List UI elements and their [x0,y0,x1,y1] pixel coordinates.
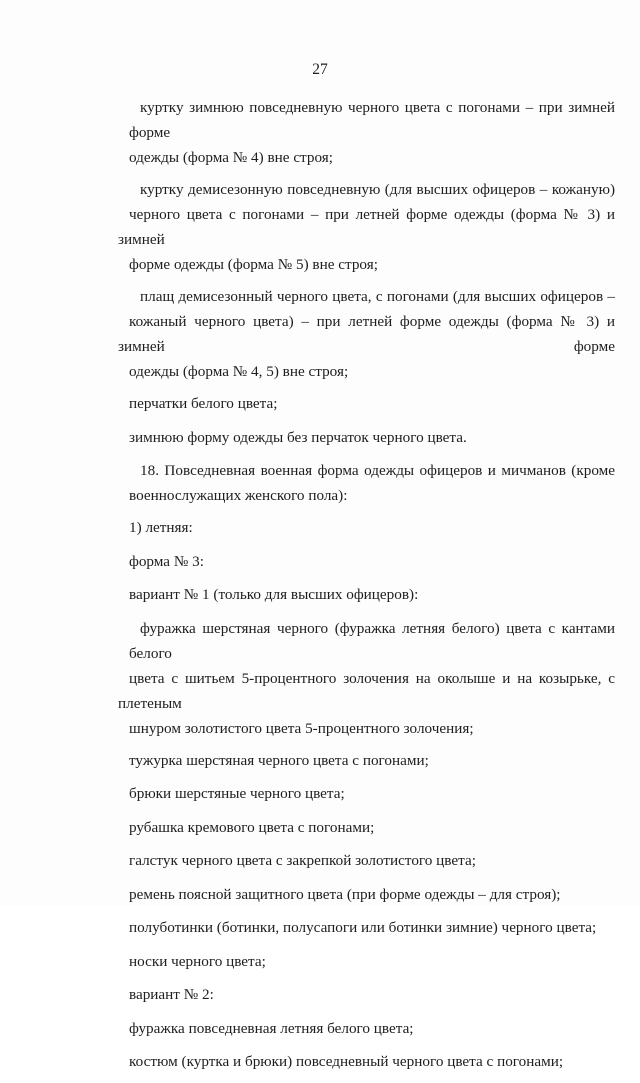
paragraph [118,458,615,508]
paragraph: брюки шерстяные черного цвета; [129,785,345,802]
paragraph: зимнюю форму одежды без перчаток черного цвета. [129,428,467,446]
text-line: фуражка шерстяная черного (фуражка летняя белого) цвета с кантами белого [129,619,615,662]
text-line: цвета с шитьем 5-процентного золочения на околыше и на козырьке, с плетеным [118,669,615,712]
text-line: черного цвета с погонами – при летней форме одежды (форма № 3) и зимней [118,206,615,248]
text-line: плащ демисезонный черного цвета, с погонами (для высших офицеров – [140,288,615,305]
paragraph: галстук черного цвета с закрепкой золотистого цвета; [129,852,476,869]
paragraph: полуботинки (ботинки, полусапоги или ботинки зимние) черного цвета; [129,919,597,936]
text-line: кожаный черного цвета) – при летней форме одежды (форма № 3) и зимней форме [118,313,615,355]
paragraph: ремень поясной защитного цвета (при форме одежды – для строя); [129,885,561,903]
document-body [118,95,615,1083]
paragraph: 1) летняя: [129,519,193,536]
paragraph [118,177,615,277]
paragraph: вариант № 1 (только для высших офицеров): [129,586,419,603]
paragraph [118,616,615,741]
text-line: одежды (форма № 4, 5) вне строя; [129,363,349,380]
paragraph: тужурка шерстяная черного цвета с погонами; [129,751,429,769]
text-line: одежды (форма № 4) вне строя; [129,149,333,166]
paragraph [118,284,615,384]
text-line: форме одежды (форма № 5) вне строя; [129,256,378,273]
page-number: 27 [312,61,328,78]
text-line: шнуром золотистого цвета 5-процентного золочения; [129,719,474,737]
text-line: 18. Повседневная военная форма одежды офицеров и мичманов (кроме [140,462,615,479]
text-line: куртку демисезонную повседневную (для высших офицеров – кожаную) [140,181,615,198]
paragraph: костюм (куртка и брюки) повседневный черного цвета с погонами; [129,1053,564,1070]
paragraph: фуражка повседневная летняя белого цвета; [129,1019,414,1037]
text-line: военнослужащих женского пола): [129,487,348,504]
paragraph: рубашка кремового цвета с погонами; [129,818,375,836]
paragraph: носки черного цвета; [129,952,266,970]
paragraph: вариант № 2: [129,986,214,1003]
paragraph: форма № 3: [129,552,204,570]
text-line: куртку зимнюю повседневную черного цвета с погонами – при зимней форме [129,99,615,141]
paragraph: перчатки белого цвета; [129,395,278,412]
paragraph [118,95,615,170]
